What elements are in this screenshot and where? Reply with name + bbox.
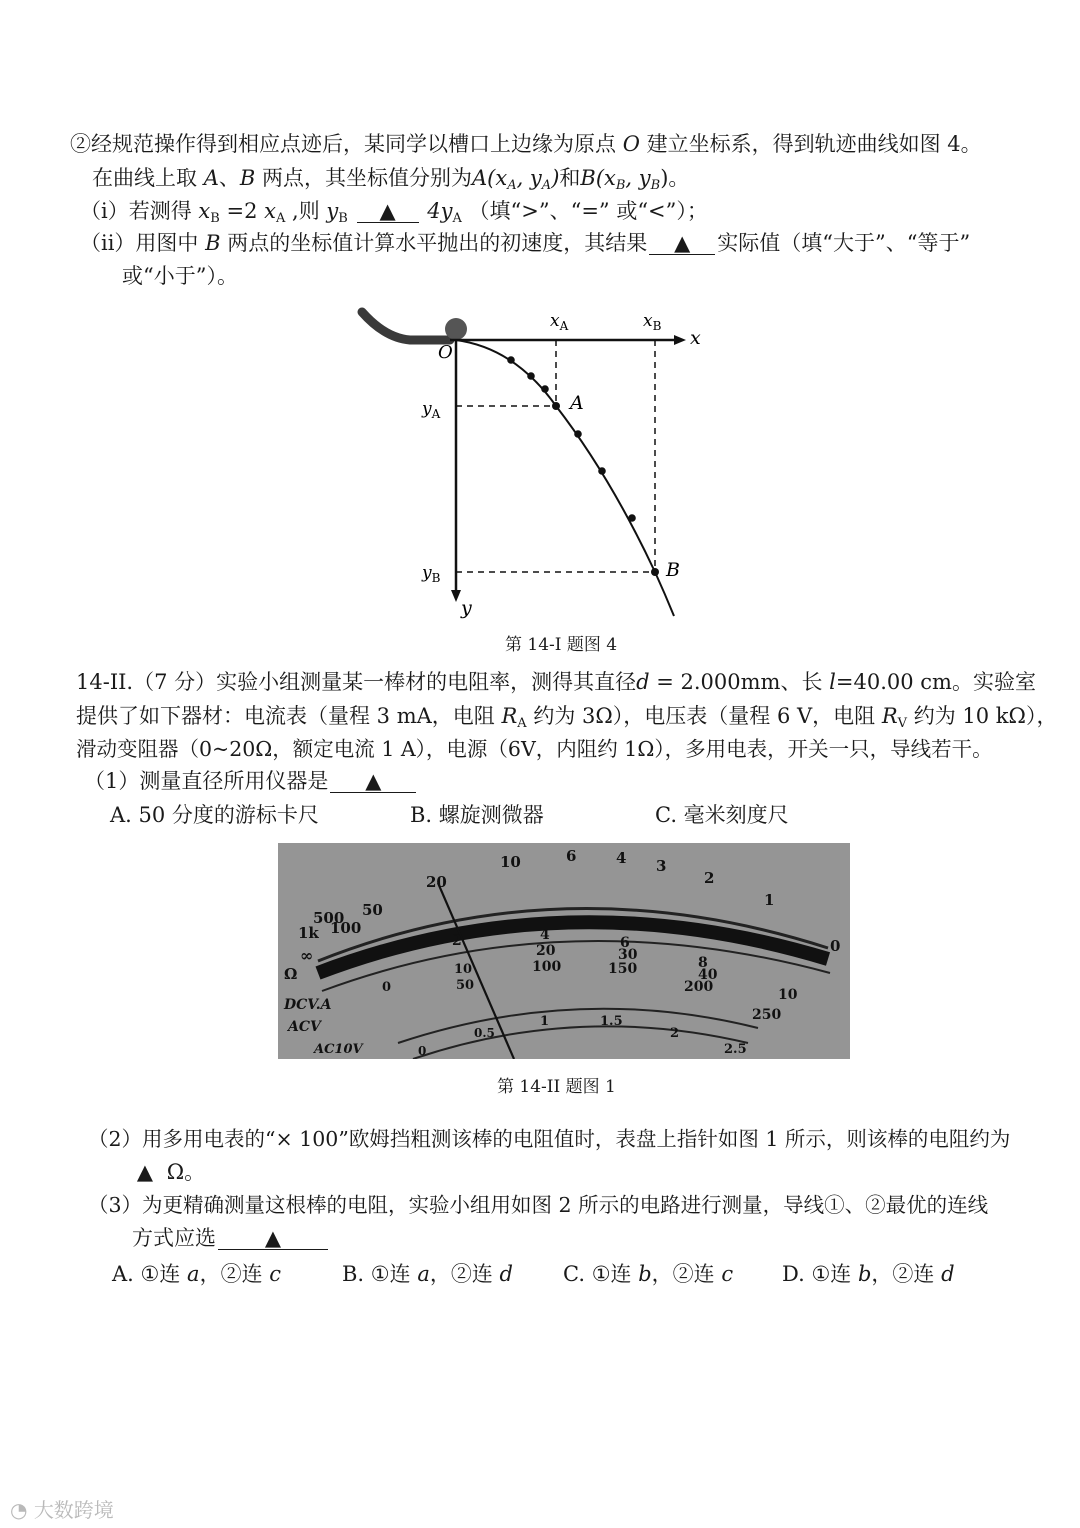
part2-question-2-line1: （2）用多用电表的“× 100”欧姆挡粗测该棒的电阻值时，表盘上指针如图 1 所示，则该棒的电阻约为 [88,1127,1011,1151]
svg-text:3: 3 [656,857,667,875]
paragraph-2-line2: 在曲线上取 A、B 两点，其坐标值分别为$A(x_A$, $y_A$)和$B(x_B$, $y_B$)。 [92,166,690,193]
answer-blank-i[interactable]: ▲ [357,200,419,223]
svg-text:2: 2 [452,933,462,949]
svg-text:200: 200 [684,979,714,995]
svg-text:0: 0 [418,1044,427,1058]
svg-text:1: 1 [540,1014,550,1029]
answer-blank-1[interactable]: ▲ [330,770,416,793]
svg-text:2: 2 [670,1026,680,1041]
label-x-axis: x [690,327,701,349]
question-ii-line2: 或“小于”）。 [122,264,238,288]
svg-text:40: 40 [698,967,718,983]
figure-4-trajectory [350,296,730,626]
svg-text:100: 100 [532,959,562,975]
svg-text:ACV: ACV [288,1019,321,1035]
part2-question-1: （1）测量直径所用仪器是 ▲ [84,767,418,795]
label-point-B: B [666,559,680,581]
svg-text:4: 4 [616,849,627,867]
option-3a[interactable]: A. ①连 a，②连 c [112,1262,282,1286]
part2-intro-line1: 14-II.（7 分）实验小组测量某一棒材的电阻率，测得其直径d = 2.000mm、长 l=40.00 cm。实验室 [76,670,1036,694]
part2-intro-line3: 滑动变阻器（0~20Ω，额定电流 1 A），电源（6V，内阻约 1Ω），多用电表，开关一只，导线若干。 [76,737,993,761]
svg-text:50: 50 [456,978,475,993]
label-xB: $x_B$ [643,311,662,333]
part2-question-2-line2: ▲ Ω。 [130,1158,205,1186]
svg-text:10: 10 [778,987,798,1003]
svg-text:0.5: 0.5 [474,1026,495,1040]
svg-text:0: 0 [830,937,841,955]
svg-text:10: 10 [454,962,473,977]
trajectory-curve [456,340,674,616]
option-3c[interactable]: C. ①连 b，②连 c [563,1262,734,1286]
svg-text:0: 0 [382,980,392,995]
svg-text:10: 10 [500,853,521,871]
option-1b[interactable]: B. 螺旋测微器 [410,803,544,827]
label-origin: O [438,342,453,363]
question-ii-line1: （ii）用图中 B 两点的坐标值计算水平抛出的初速度，其结果 ▲ 实际值（填“大于”、“等于” [80,231,971,255]
part2-question-3-line1: （3）为更精确测量这根棒的电阻，实验小组用如图 2 所示的电路进行测量，导线①、②最优的连线 [88,1193,989,1217]
part2-intro-line2: 提供了如下器材：电流表（量程 3 mA，电阻 $R_A$ 约为 3Ω），电压表（量程 6 V，电阻 $R_V$ 约为 10 kΩ）， [76,704,1058,731]
svg-text:50: 50 [362,901,383,919]
svg-text:1: 1 [764,891,775,909]
watermark-logo-icon: ◔ [10,1498,28,1522]
ball [445,318,467,340]
svg-text:AC10V: AC10V [314,1042,363,1057]
label-point-A: A [570,392,584,414]
svg-text:6: 6 [620,935,630,951]
part2-question-3-line2: 方式应选 ▲ [132,1224,330,1252]
svg-text:1.5: 1.5 [600,1014,623,1029]
svg-text:2.5: 2.5 [724,1042,747,1057]
svg-text:2: 2 [704,869,715,887]
svg-text:1k: 1k [298,924,319,942]
option-1c[interactable]: C. 毫米刻度尺 [655,803,789,827]
svg-text:20: 20 [426,873,447,891]
svg-text:250: 250 [752,1007,782,1023]
option-1a[interactable]: A. 50 分度的游标卡尺 [110,803,319,827]
svg-text:∞: ∞ [300,946,314,965]
svg-text:4: 4 [540,927,550,943]
watermark: ◔ 大数跨境 [10,1498,114,1522]
svg-text:30: 30 [618,947,638,963]
label-xA: $x_A$ [550,311,569,333]
option-3d[interactable]: D. ①连 b，②连 d [782,1262,955,1286]
svg-text:Ω: Ω [284,965,298,983]
label-y-axis: y [461,597,472,619]
svg-text:20: 20 [536,943,556,959]
svg-text:6: 6 [566,847,577,865]
svg-text:500: 500 [313,909,345,927]
svg-text:100: 100 [330,919,362,937]
chute [362,312,450,340]
meter-caption: 第 14-II 题图 1 [497,1077,616,1097]
question-i: （i）若测得 $x_B =2$ $x_A$ ,则 $y_B$ ▲ $4y_A$ （填“>”、“=” 或“<”）； [80,199,708,226]
svg-text:8: 8 [698,955,708,971]
paragraph-2-line1: ②经规范操作得到相应点迹后，某同学以槽口上边缘为原点 O 建立坐标系，得到轨迹曲线如图 4。 [70,132,982,156]
answer-blank-ii[interactable]: ▲ [649,232,715,255]
answer-blank-3[interactable]: ▲ [218,1227,328,1250]
answer-blank-2[interactable]: ▲ [136,1160,154,1184]
multimeter-dial-photo [278,843,850,1059]
figure-4-caption: 第 14-I 题图 4 [505,635,618,655]
option-3b[interactable]: B. ①连 a，②连 d [342,1262,513,1286]
svg-text:150: 150 [608,961,638,977]
svg-text:DCV.A: DCV.A [284,997,332,1013]
label-yA: $y_A$ [422,399,441,421]
label-yB: $y_B$ [422,563,441,585]
